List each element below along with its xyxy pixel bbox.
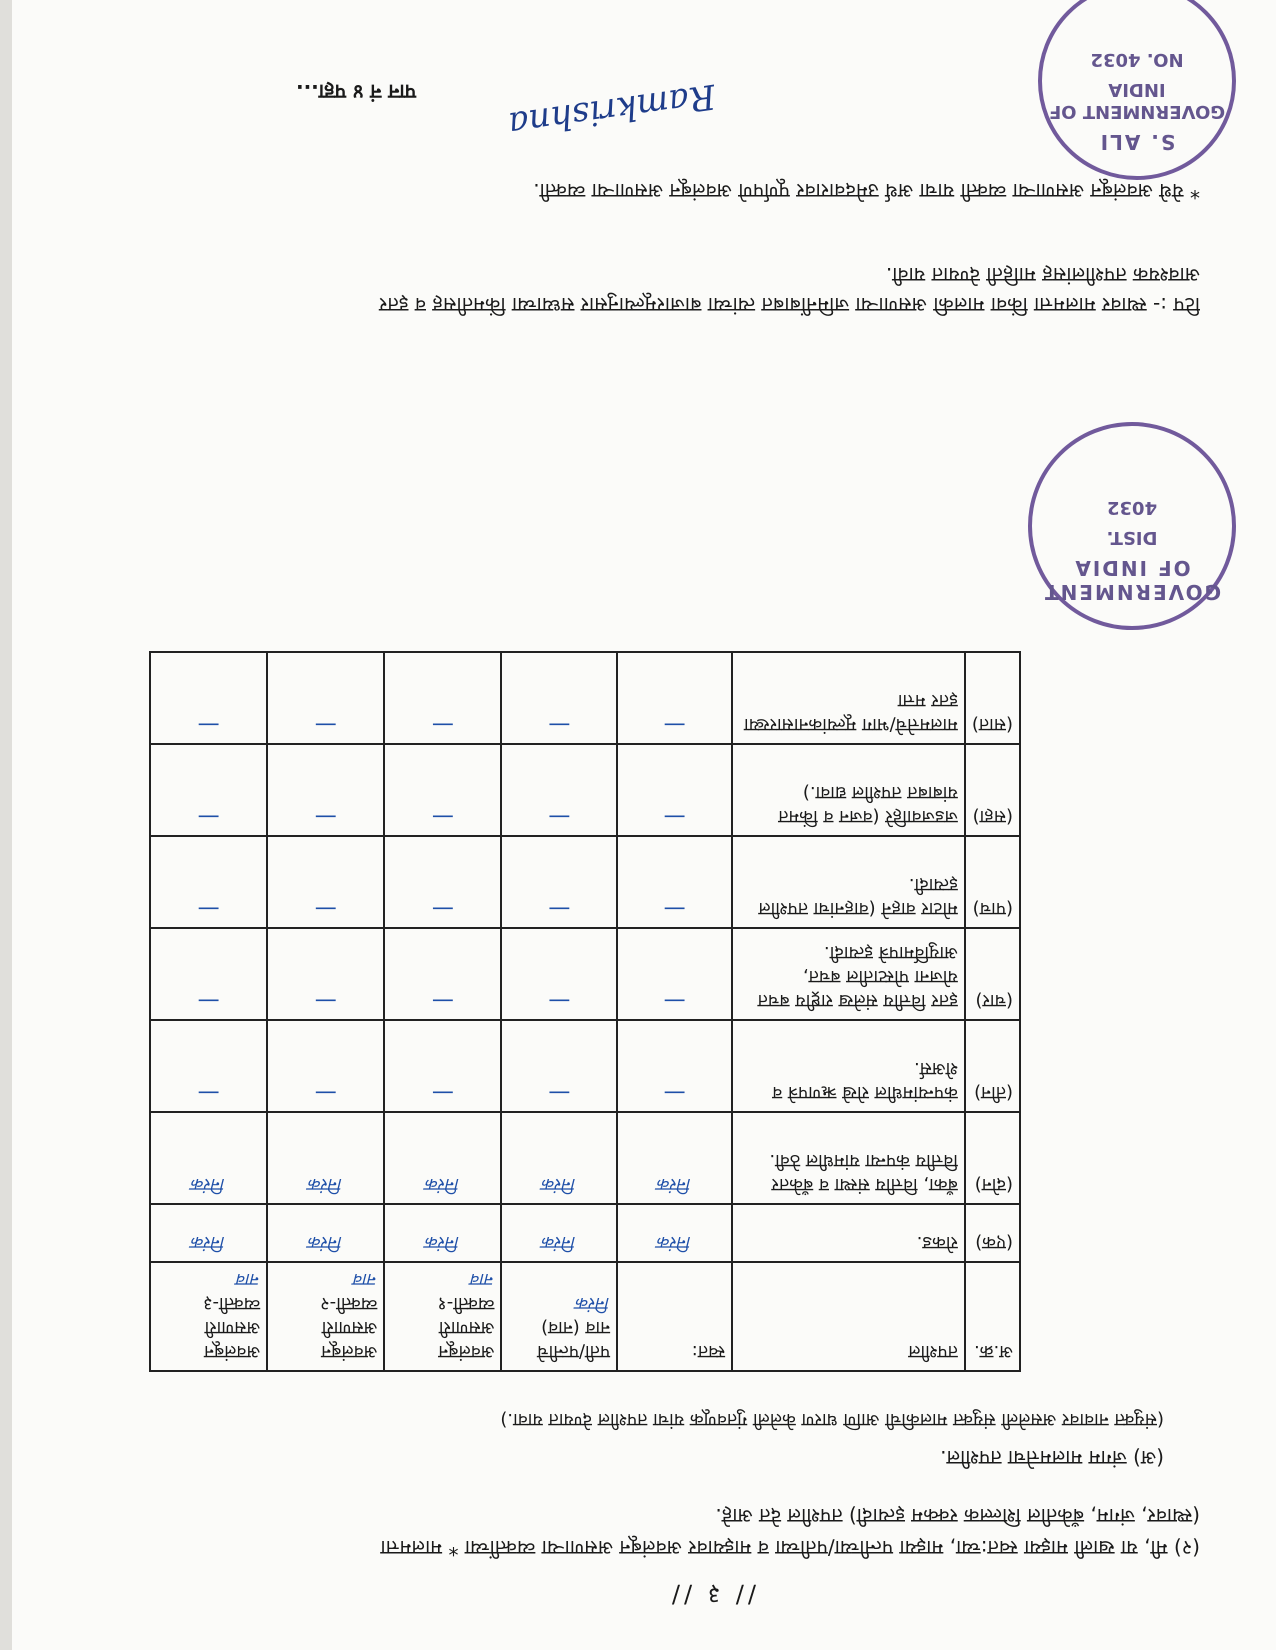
row-value: — — [150, 652, 267, 744]
row-serial: (दोन) — [965, 1112, 1020, 1204]
table-row — [150, 928, 1020, 1020]
row-value: निरंक — [501, 1204, 617, 1262]
row-value: — — [267, 744, 384, 836]
header-dependent-3 — [150, 1262, 267, 1371]
row-value: — — [501, 744, 617, 836]
official-seal-stamp — [1028, 422, 1236, 630]
row-value: — — [267, 836, 384, 928]
row-value: निरंक — [617, 1112, 732, 1204]
row-value: — — [150, 1020, 267, 1112]
footnote-dependents: * येथे अवलंबून असणाऱ्या व्यक्ती याचा अर्थ उमेदवारावर पूर्णपणे अवलंबून असणाऱ्या व्यक्ती. — [533, 179, 1200, 203]
row-value: निरंक — [150, 1112, 267, 1204]
seal-line: 4032 — [1106, 497, 1158, 518]
row-value: — — [617, 928, 732, 1020]
handwritten-spouse: निरंक — [576, 1293, 611, 1313]
row-value: निरंक — [267, 1204, 384, 1262]
seal-line: NO. 4032 — [1090, 49, 1184, 70]
row-value: — — [617, 836, 732, 928]
signature: Ramkrishna — [506, 75, 718, 145]
footnote: टिप :- स्थावर मालमत्ता किंवा मालकी असणाऱ्या जमिनींबाबत त्यांच्या बाजारमूल्यानुसार सध्याच्या किंमतीसह व इतर आवश्यक तपशीलांसह माहिती देण्यात यावी. — [379, 263, 1200, 317]
seal-ring-text: S. ALI — [1098, 130, 1176, 154]
section-note: (संयुक्त नावावर असलेली संयुक्त मालकीची आणि धारण केलेली गुंतवणूक यांचा तपशील देण्यात यावा.) — [500, 1409, 1164, 1430]
table-header-row — [150, 1262, 1020, 1371]
page-number: // ३ // — [667, 1581, 756, 1609]
row-item: रोकड. — [732, 1204, 965, 1262]
row-value: — — [617, 652, 732, 744]
seal-ring-text: GOVERNMENT OF INDIA — [1042, 556, 1222, 604]
header-dependent-2-label: अवलंबून असणारी व्यक्ती-२ — [320, 1293, 378, 1362]
row-value: — — [267, 928, 384, 1020]
row-value: — — [501, 836, 617, 928]
row-value: — — [150, 744, 267, 836]
row-item: मालमत्तेचे/भाग मूल्यांकनासारख्या इतर मत्ता — [732, 652, 965, 744]
table-row — [150, 744, 1020, 836]
header-dependent-1 — [384, 1262, 501, 1371]
row-item: बँका, वित्तीय संस्था व बँकेतर वित्तीय कंपन्या यांमधील ठेवी. — [732, 1112, 965, 1204]
row-value: — — [617, 1020, 732, 1112]
handwritten-dependent-1: नाव — [471, 1269, 495, 1289]
row-item: जडजवाहिरे (वजन व किंमत यांबाबत तपशील द्यावा.) — [732, 744, 965, 836]
row-value: — — [384, 744, 501, 836]
header-detail: तपशील — [732, 1262, 965, 1371]
intro-paragraph: (२) मी, या खाली माझ्या स्वत:च्या, माझ्या पत्नीच्या/पतीच्या व माझ्यावर अवलंबून असणाऱ्या व्यक्तींच्या * मालमत्ता (स्थावर, जंगम, बँकेतील शिल्लक रक्कम इत्यादी) तपशील देत आहे. — [380, 1504, 1200, 1560]
row-value: निरंक — [617, 1204, 732, 1262]
row-value: — — [501, 928, 617, 1020]
row-value: — — [150, 836, 267, 928]
continued-note: पान नं ४ पहा... — [296, 80, 416, 104]
row-value: — — [267, 1020, 384, 1112]
row-serial: (तीन) — [965, 1020, 1020, 1112]
header-self: स्वत: — [617, 1262, 732, 1371]
section-heading: (अ) जंगम मालमत्तेचा तपशील. — [940, 1446, 1164, 1470]
header-dependent-1-label: अवलंबून असणारी व्यक्ती-१ — [437, 1293, 495, 1362]
header-dependent-3-label: अवलंबून असणारी व्यक्ती-३ — [203, 1293, 261, 1362]
header-spouse — [501, 1262, 617, 1371]
table-row — [150, 652, 1020, 744]
row-value: — — [501, 1020, 617, 1112]
row-item: कंपन्यांमधील रोखे ऋणपत्रे व शेअर्स. — [732, 1020, 965, 1112]
row-value: — — [384, 1020, 501, 1112]
handwritten-dependent-3: नाव — [236, 1269, 261, 1289]
table-row — [150, 1112, 1020, 1204]
row-value: निरंक — [384, 1204, 501, 1262]
header-spouse-label: पती/पत्नीचे नाव (नाव) — [537, 1317, 611, 1362]
row-value: — — [384, 836, 501, 928]
row-item: मोटार वाहने (वाहनांचा तपशील इत्यादी. — [732, 836, 965, 928]
table-row — [150, 836, 1020, 928]
assets-table — [149, 651, 1021, 1372]
header-serial: अ.क्र. — [965, 1262, 1020, 1371]
row-serial: (सात) — [965, 652, 1020, 744]
table-row — [150, 1020, 1020, 1112]
scan-edge — [0, 0, 12, 1650]
row-serial: (सहा) — [965, 744, 1020, 836]
row-serial: (पाच) — [965, 836, 1020, 928]
row-value: — — [384, 928, 501, 1020]
row-value: निरंक — [384, 1112, 501, 1204]
row-serial: (चार) — [965, 928, 1020, 1020]
row-value: निरंक — [501, 1112, 617, 1204]
seal-line: DIST. — [1106, 527, 1158, 548]
row-item: इतर वित्तीय संलेख राष्ट्रीय बचत योजना पोस्टातील बचत, आयुर्विमापत्रे इत्यादी. — [732, 928, 965, 1020]
row-value: — — [267, 652, 384, 744]
row-serial: (एक) — [965, 1204, 1020, 1262]
row-value: निरंक — [267, 1112, 384, 1204]
seal-line: GOVERNMENT OF INDIA — [1048, 79, 1226, 122]
row-value: निरंक — [150, 1204, 267, 1262]
row-value: — — [150, 928, 267, 1020]
table-row — [150, 1204, 1020, 1262]
header-dependent-2 — [267, 1262, 384, 1371]
row-value: — — [617, 744, 732, 836]
row-value: — — [501, 652, 617, 744]
handwritten-dependent-2: नाव — [354, 1269, 378, 1289]
row-value: — — [384, 652, 501, 744]
official-seal-stamp — [1038, 0, 1236, 180]
